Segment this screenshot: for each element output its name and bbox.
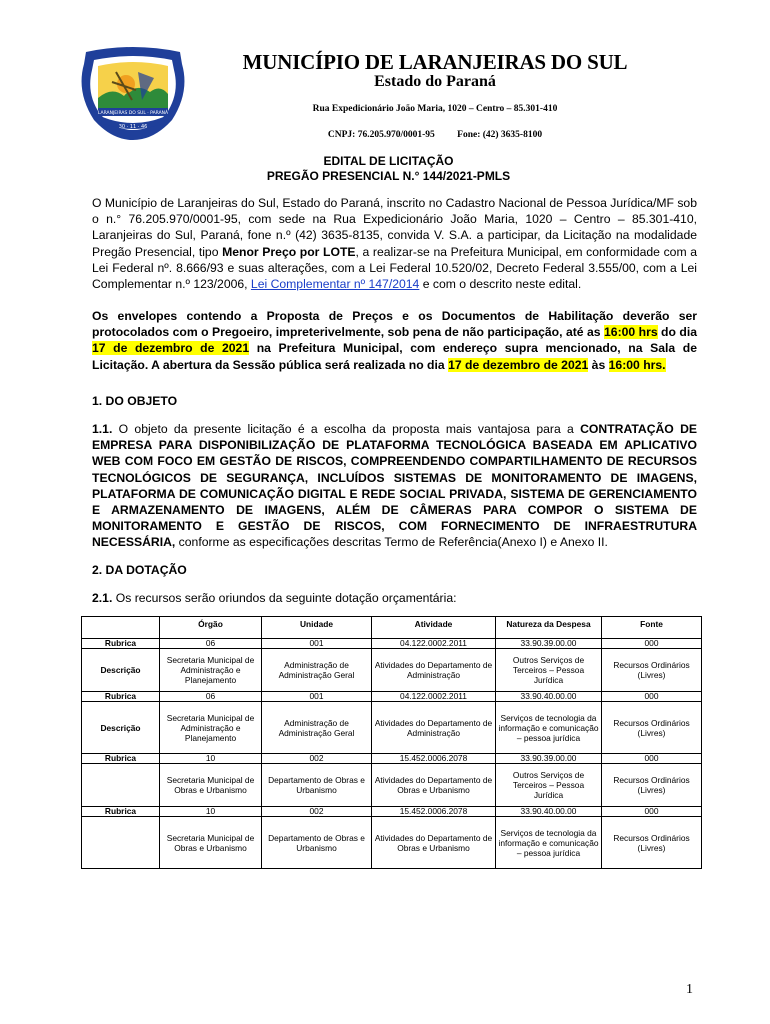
table-header-cell: Natureza da Despesa bbox=[496, 617, 602, 639]
row-label: Rubrica bbox=[82, 754, 160, 764]
table-cell: Atividades do Departamento de Administração bbox=[372, 702, 496, 754]
table-row bbox=[82, 702, 702, 754]
section-objeto-heading: 1. DO OBJETO bbox=[92, 394, 178, 408]
deadline-date: 17 de dezembro de 2021 bbox=[92, 341, 250, 356]
header-phone: Fone: (42) 3635-8100 bbox=[457, 130, 543, 140]
table-header-cell: Fonte bbox=[602, 617, 702, 639]
row-label bbox=[82, 764, 160, 807]
row-label: Rubrica bbox=[82, 807, 160, 817]
table-row bbox=[82, 764, 702, 807]
row-label bbox=[82, 817, 160, 869]
table-cell: Serviços de tecnologia da informação e comunicação – pessoa jurídica bbox=[496, 702, 602, 754]
table-row bbox=[82, 754, 702, 764]
header-cnpj: CNPJ: 76.205.970/0001-95 bbox=[327, 130, 435, 140]
table-cell: 000 bbox=[602, 639, 702, 649]
table-cell: 33.90.39.00.00 bbox=[496, 639, 602, 649]
table-cell: Outros Serviços de Terceiros – Pessoa Jurídica bbox=[496, 764, 602, 807]
header-contact bbox=[200, 130, 670, 140]
table-cell: 15.452.0006.2078 bbox=[372, 807, 496, 817]
table-cell: Recursos Ordinários (Livres) bbox=[602, 817, 702, 869]
table-header-cell: Unidade bbox=[262, 617, 372, 639]
table-cell: 33.90.39.00.00 bbox=[496, 754, 602, 764]
dotacao-paragraph: 2.1. Os recursos serão oriundos da seguinte dotação orçamentária: bbox=[92, 591, 457, 605]
table-header-cell bbox=[82, 617, 160, 639]
table-cell: 04.122.0002.2011 bbox=[372, 692, 496, 702]
opening-time: 16:00 hrs. bbox=[608, 357, 666, 372]
table-cell: 000 bbox=[602, 807, 702, 817]
table-cell: Atividades do Departamento de Obras e Urbanismo bbox=[372, 817, 496, 869]
row-label: Rubrica bbox=[82, 639, 160, 649]
row-label: Descrição bbox=[82, 702, 160, 754]
table-cell: Secretaria Municipal de Obras e Urbanismo bbox=[160, 764, 262, 807]
header-address: Rua Expedicionário João Maria, 1020 – Centro – 85.301-410 bbox=[312, 104, 558, 114]
table-cell: Outros Serviços de Terceiros – Pessoa Jurídica bbox=[496, 649, 602, 692]
page-number: 1 bbox=[686, 982, 693, 997]
table-cell: 15.452.0006.2078 bbox=[372, 754, 496, 764]
table-header-cell: Atividade bbox=[372, 617, 496, 639]
table-cell: 33.90.40.00.00 bbox=[496, 807, 602, 817]
table-cell: 001 bbox=[262, 639, 372, 649]
table-cell: Secretaria Municipal de Administração e Planejamento bbox=[160, 649, 262, 692]
budget-allocation-table bbox=[81, 616, 702, 869]
opening-date: 17 de dezembro de 2021 bbox=[448, 357, 589, 372]
table-cell: 001 bbox=[262, 692, 372, 702]
table-cell: 10 bbox=[160, 754, 262, 764]
table-row bbox=[82, 649, 702, 692]
table-cell: 33.90.40.00.00 bbox=[496, 692, 602, 702]
table-cell: Administração de Administração Geral bbox=[262, 649, 372, 692]
row-label: Descrição bbox=[82, 649, 160, 692]
objeto-paragraph: 1.1. O objeto da presente licitação é a escolha da proposta mais vantajosa para a CONTRATAÇÃO DE EMPRESA PARA DISPONIBILIZAÇÃO DE PLATAFORMA TECNOLÓGICA BASEADA EM APLICATIVO WEB COM FOCO EM GESTÃO DE RISCOS, COMPREENDENDO COMPARTILHAMENTO DE RECURSOS TECNOLÓGICOS DE SEGURANÇA, INCLUÍDOS SISTEMAS DE MONITORAMENTO DE IMAGENS, PLATAFORMA DE COMUNICAÇÃO DIGITAL E REDE SOCIAL PRIVADA, SISTEMA DE GERENCIAMENTO E ARMAZENAMENTO DE IMAGENS, ALÉM DE CÂMERAS PARA COMPOR O SISTEMA DE MONITORAMENTO E GESTÃO DE RISCOS, COM FORNECIMENTO DE INFRAESTRUTURA NECESSÁRIA, conforme as especificações descritas Termo de Referência(Anexo I) e Anexo II. bbox=[92, 422, 697, 550]
table-header-row bbox=[82, 617, 702, 639]
table-cell: Departamento de Obras e Urbanismo bbox=[262, 817, 372, 869]
envelopes-paragraph: Os envelopes contendo a Proposta de Preços e os Documentos de Habilitação deverão ser protocolados com o Pregoeiro, impreterivelmente, sob pena de não participação, até as 16:00 hrs do dia 17 de dezembro de 2021 na Prefeitura Municipal, com endereço supra mencionado, na Sala de Licitação. A abertura da Sessão pública será realizada no dia 17 de dezembro de 2021 às 16:00 hrs. bbox=[92, 309, 697, 372]
table-cell: 06 bbox=[160, 639, 262, 649]
deadline-time: 16:00 hrs bbox=[604, 325, 658, 340]
table-cell: 06 bbox=[160, 692, 262, 702]
municipality-title: MUNICÍPIO DE LARANJEIRAS DO SUL bbox=[242, 50, 628, 74]
intro-paragraph: O Município de Laranjeiras do Sul, Estado do Paraná, inscrito no Cadastro Nacional de Pessoa Jurídica/MF sob o n.° 76.205.970/0001-95, com sede na Rua Expedicionário João Maria, 1020 – Centro – 85.301-410, Laranjeiras do Sul, Paraná, fone n.º (42) 3635-8135, convida V. S.A. a participar, da Licitação na modalidade Pregão Presencial, tipo Menor Preço por LOTE, a realizar-se na Prefeitura Municipal, em conformidade com a Lei Federal nº. 8.666/93 e suas alterações, com a Lei Federal 10.520/02, Decreto Federal 3.555/00, com a Lei Complementar n.º 123/2006, Lei Complementar nº 147/2014 e com o descrito neste edital. bbox=[92, 196, 697, 292]
table-cell: 000 bbox=[602, 754, 702, 764]
table-row bbox=[82, 639, 702, 649]
table-header-cell: Órgão bbox=[160, 617, 262, 639]
table-cell: 10 bbox=[160, 807, 262, 817]
table-cell: Secretaria Municipal de Administração e Planejamento bbox=[160, 702, 262, 754]
table-cell: 002 bbox=[262, 754, 372, 764]
table-cell: Atividades do Departamento de Administração bbox=[372, 649, 496, 692]
table-cell: 002 bbox=[262, 807, 372, 817]
municipality-coat-of-arms bbox=[72, 42, 194, 142]
table-cell: Serviços de tecnologia da informação e comunicação – pessoa jurídica bbox=[496, 817, 602, 869]
logo-text: LARANJEIRAS DO SUL · PARANÁ bbox=[97, 111, 169, 116]
pregao-number: PREGÃO PRESENCIAL N.° 144/2021-PMLS bbox=[266, 169, 511, 183]
table-cell: Atividades do Departamento de Obras e Urbanismo bbox=[372, 764, 496, 807]
table-cell: 000 bbox=[602, 692, 702, 702]
state-subtitle: Estado do Paraná bbox=[374, 73, 496, 90]
row-label: Rubrica bbox=[82, 692, 160, 702]
table-cell: Recursos Ordinários (Livres) bbox=[602, 764, 702, 807]
table-row bbox=[82, 807, 702, 817]
table-row bbox=[82, 692, 702, 702]
table-cell: Secretaria Municipal de Obras e Urbanismo bbox=[160, 817, 262, 869]
logo-date: 30 · 11 · 46 bbox=[118, 124, 148, 130]
table-row bbox=[82, 817, 702, 869]
table-cell: Recursos Ordinários (Livres) bbox=[602, 649, 702, 692]
edital-title: EDITAL DE LICITAÇÃO bbox=[323, 154, 454, 168]
table-cell: Recursos Ordinários (Livres) bbox=[602, 702, 702, 754]
section-dotacao-heading: 2. DA DOTAÇÃO bbox=[92, 563, 187, 577]
table-cell: 04.122.0002.2011 bbox=[372, 639, 496, 649]
table-cell: Administração de Administração Geral bbox=[262, 702, 372, 754]
table-cell: Departamento de Obras e Urbanismo bbox=[262, 764, 372, 807]
lei-complementar-link[interactable]: Lei Complementar nº 147/2014 bbox=[250, 277, 420, 292]
